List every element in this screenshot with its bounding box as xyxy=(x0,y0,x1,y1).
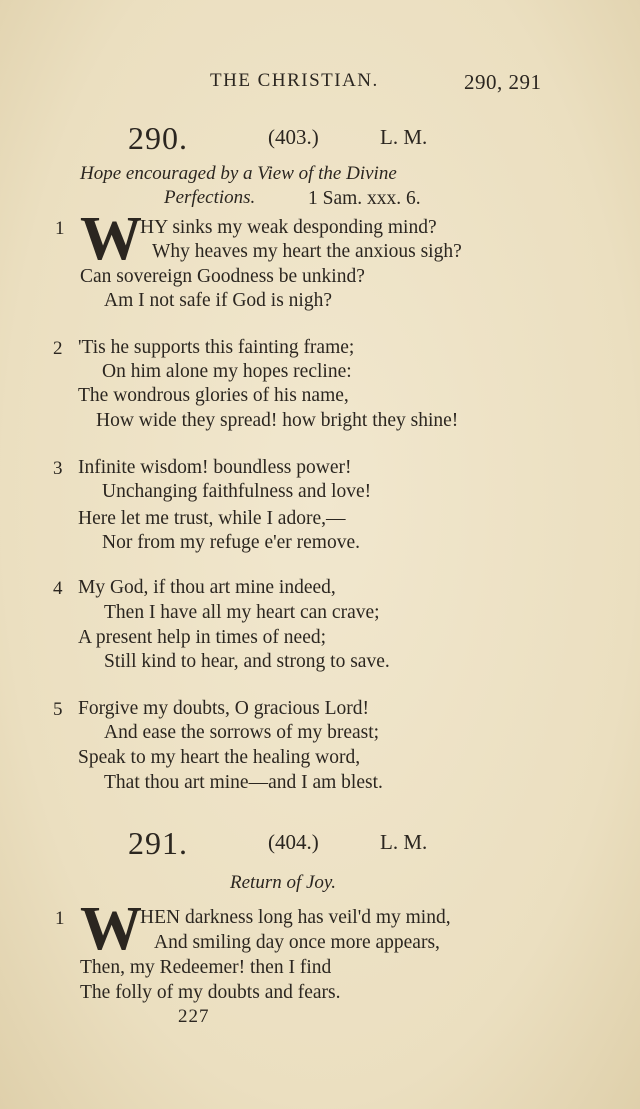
verse-line: The folly of my doubts and fears. xyxy=(80,982,341,1003)
verse-line: Then I have all my heart can crave; xyxy=(104,602,380,623)
verse-line: Am I not safe if God is nigh? xyxy=(104,290,333,311)
hymn-290-subtitle: Hope encouraged by a View of the Divine xyxy=(80,163,397,184)
hymn-290-number: 290. xyxy=(128,120,188,156)
running-header-title: THE CHRISTIAN. xyxy=(210,70,379,91)
folio-number: 227 xyxy=(178,1006,210,1027)
hymn-290-scripture-ref: 1 Sam. xxx. 6. xyxy=(308,188,421,209)
verse-line: Can sovereign Goodness be unkind? xyxy=(80,266,365,287)
drop-cap: W xyxy=(80,895,142,963)
verse-line: Then, my Redeemer! then I find xyxy=(80,957,332,978)
verse-line: Infinite wisdom! boundless power! xyxy=(78,457,352,478)
verse-line: And smiling day once more appears, xyxy=(154,932,440,953)
stanza-number: 1 xyxy=(55,908,65,929)
verse-line: Still kind to hear, and strong to save. xyxy=(104,651,390,672)
stanza-number: 2 xyxy=(53,338,63,359)
hymn-290-subtitle-cont: Perfections. xyxy=(164,187,256,208)
hymn-291-number: 291. xyxy=(128,825,188,861)
stanza-number: 1 xyxy=(55,218,65,239)
verse-line: Why heaves my heart the anxious sigh? xyxy=(152,241,462,262)
hymn-291-alt-number: (404.) xyxy=(268,830,319,854)
verse-line: Unchanging faithfulness and love! xyxy=(102,481,372,502)
verse-line: How wide they spread! how bright they shine! xyxy=(96,410,459,431)
verse-line: Here let me trust, while I adore,— xyxy=(78,508,346,529)
verse-line: And ease the sorrows of my breast; xyxy=(104,722,380,743)
stanza-number: 5 xyxy=(53,699,63,720)
hymn-290-meter: L. M. xyxy=(380,125,428,149)
running-header-pages: 290, 291 xyxy=(464,70,542,94)
verse-line: That thou art mine—and I am blest. xyxy=(104,772,383,793)
verse-line: Forgive my doubts, O gracious Lord! xyxy=(78,698,370,719)
verse-line: HEN darkness long has veil'd my mind, xyxy=(140,907,451,928)
verse-line: HY sinks my weak desponding mind? xyxy=(140,217,437,238)
hymn-291-subtitle: Return of Joy. xyxy=(230,872,337,893)
stanza-number: 4 xyxy=(53,578,63,599)
stanza-number: 3 xyxy=(53,458,63,479)
hymn-290-alt-number: (403.) xyxy=(268,125,319,149)
drop-cap: W xyxy=(80,205,142,273)
verse-line: Speak to my heart the healing word, xyxy=(78,747,361,768)
verse-line: 'Tis he supports this fainting frame; xyxy=(78,337,355,358)
verse-line: My God, if thou art mine indeed, xyxy=(78,577,336,598)
verse-line: The wondrous glories of his name, xyxy=(78,385,349,406)
verse-line: A present help in times of need; xyxy=(78,627,327,648)
hymn-291-meter: L. M. xyxy=(380,830,428,854)
verse-line: Nor from my refuge e'er remove. xyxy=(102,532,360,553)
verse-line: On him alone my hopes recline: xyxy=(102,361,352,382)
